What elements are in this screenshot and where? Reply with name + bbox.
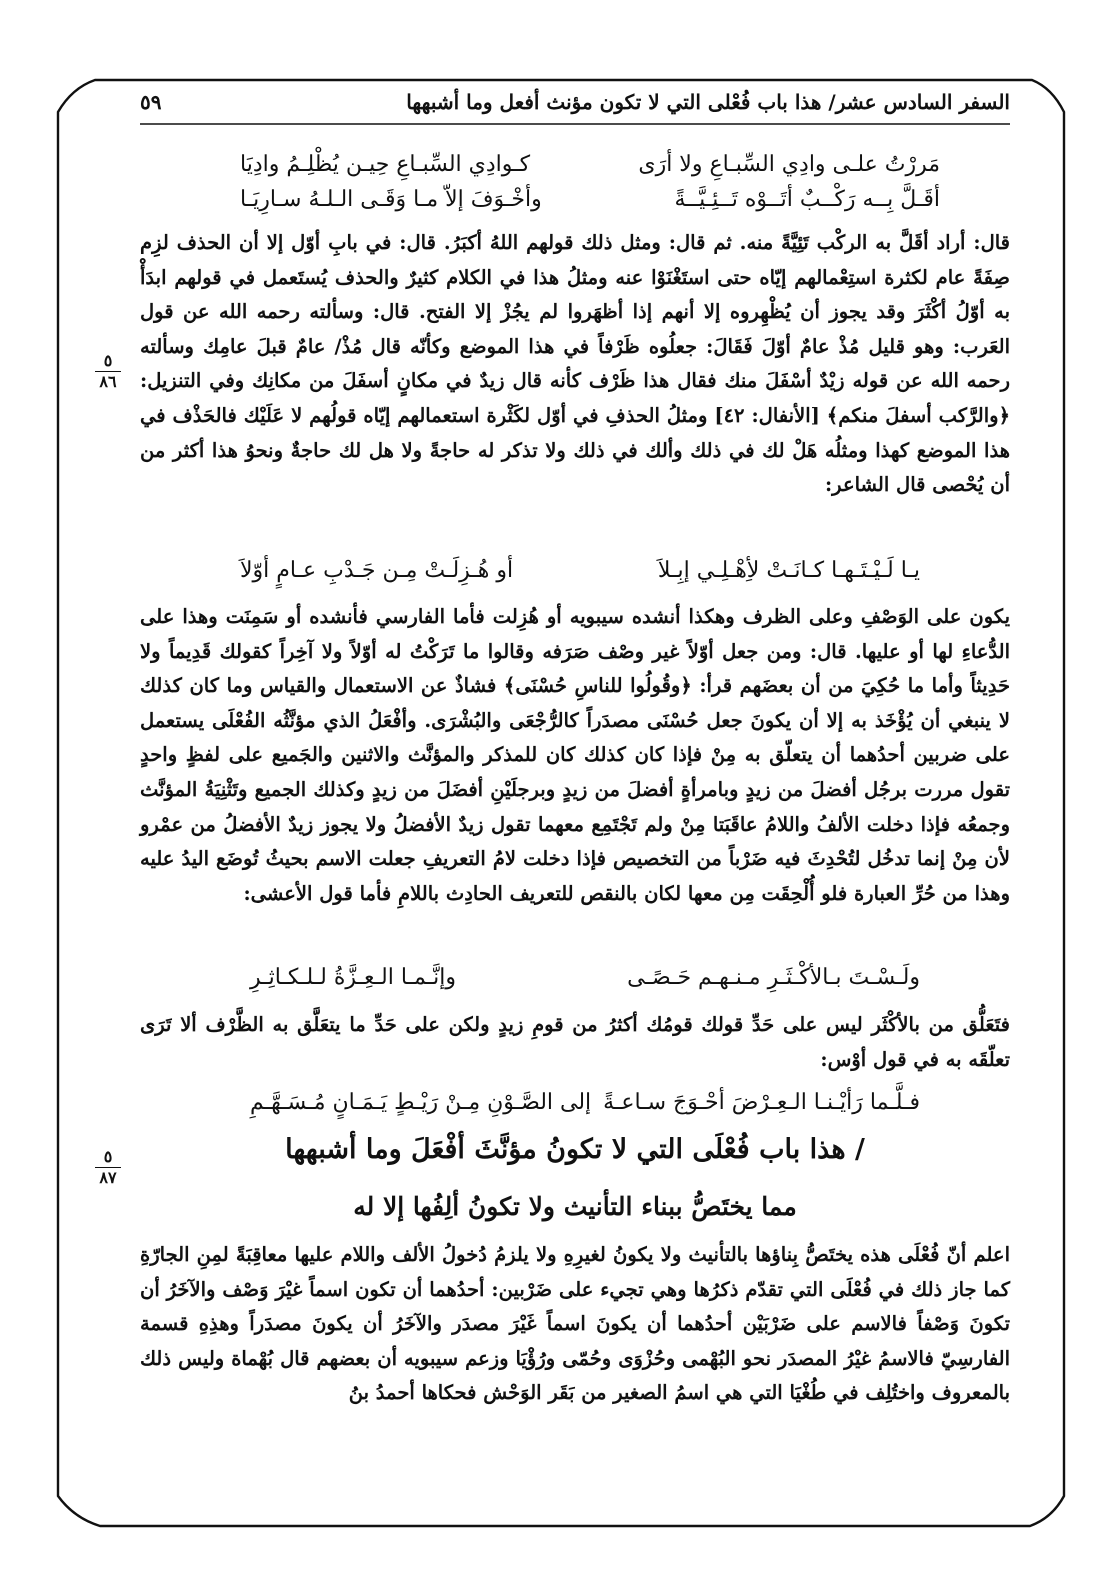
verse-hemistich-left: أو هُـزِلَـتْ مِـن جَـدْبِ عـامٍ أوّلاَ [240, 558, 514, 583]
paragraph: اعلم أنّ فُعْلَى هذه يختَصُّ بِناؤها بالتأنيث ولا يكونُ لغيرِهِ ولا يلزمُ دُخولُ الألف واللام عليها معاقِبَةً لمِنِ الجارّةِ كما جاز ذلك في فُعْلَى التي تقدّم ذكرُها وهي تجيء على ضَرْبين: أحدُهما أن تكون اسماً غيْرَ وَصْف والآخَرُ أن تكونَ وَصْفاً فالاسم على ضَرْبَيْن أحدُهما أن يكونَ اسماً غَيْرَ مصدَر والآخَرُ أن يكونَ مصدَراً وهذِهِ قسمة الفارسِيّ فالاسمُ غيْرُ المصدَر نحو البُهْمى وحُزْوَى وحُمّى ورُؤْيَا وزعم سيبويه أن بعضهم قال بُهْماة وليس ذلك بالمعروف واختُلِف في طُغْيَا التي هي اسمُ الصغير من بَقَر الوَحْش فحكاها أحمدُ بنُ [140, 1243, 1010, 1405]
verse-hemistich-left: وأخْـوَفَ إلاّ مـا وَقَـى الـلـهُ سـارِيَـا [240, 187, 542, 212]
page-number: ٥٩ [140, 90, 162, 114]
verse-hemistich-right: يـا لَـيْـتَـهـا كـانَـتْ لأِهْـلِـي إبِـلاَ [657, 558, 920, 583]
section-heading: / هذا باب فُعْلَى التي لا تكونُ مؤنَّثَ أفْعَلَ وما أشبهها [285, 1134, 865, 1165]
verse-hemistich-right: أقَـلَّ بِــه رَكْــبٌ أتَــوْه تَــئِـيَّــةً [674, 187, 940, 212]
margin-note-top: ٥ [103, 351, 113, 370]
running-header [140, 88, 1010, 122]
header-title: السفر السادس عشر/ هذا باب فُعْلى التي لا تكون مؤنث أفعل وما أشبهها [406, 90, 1010, 114]
verse-line [250, 965, 920, 995]
verse-hemistich-right: مَررْتُ علـى وادِي السِّبـاعِ ولا أرَى [638, 152, 940, 177]
verse-line [240, 152, 940, 182]
verse-hemistich-right: فـلَّـما رَأيْـنـا الـعِـرْضَ أحْـوَجَ سـاعـةً [603, 1090, 920, 1115]
verse-line [240, 558, 920, 588]
section-subheading: مما يختَصُّ ببناء التأنيث ولا تكونُ ألِفُها إلا له [353, 1192, 797, 1221]
verse-hemistich-left: كـوادِي السِّبـاعِ حِيـن يُظْلِـمُ وادِيَا [240, 152, 531, 177]
margin-folio-note [86, 1148, 130, 1187]
margin-note-top: ٥ [103, 1147, 113, 1166]
margin-note-bottom: ٨٧ [99, 1168, 117, 1187]
margin-note-bottom: ٨٦ [99, 372, 117, 391]
verse-hemistich-left: إلى الصَّـوْنِ مِـنْ رَيْـطٍ يَـمَـانٍ مُـسَـهَّـمِ [250, 1090, 592, 1115]
verse-hemistich-right: ولَـسْـتَ بـالأكْـثَـرِ مـنـهـم حَـصًـى [627, 965, 920, 990]
margin-folio-note [86, 352, 130, 391]
verse-line [250, 1090, 920, 1120]
verse-line [240, 187, 940, 217]
paragraph: يكون على الوَصْفِ وعلى الظرف وهكذا أنشده سيبويه أو هُزِلت فأما الفارسي فأنشده أو سَمِنَت وهذا على الدُّعاءِ لها أو عليها. قال: ومن جعل أوّلاً غير وصْف صَرَفه وقالوا ما تَرَكْتُ له أوّلاً ولا آخِراً كقولك قَدِيماً ولا حَدِيثاً وأما ما حُكِيَ من أن بعضَهم قرأ: ﴿وقُولُوا للناسِ حُسْنَى﴾ فشاذٌ عن الاستعمال والقياس وما كان كذلك لا ينبغي أن يُؤْخَذ به إلا أن يكونَ جعل حُسْنَى مصدَراً كالرُّجْعَى والبُشْرَى. وأفْعَلُ الذي مؤنَّثُه الفُعْلَى يستعمل على ضربين أحدُهما أن يتعلّق به مِنْ فإذا كان كذلك كان للمذكر والمؤنَّث والاثنين والجَميع على لفظٍ واحدٍ تقول مررت برجُل أفضلَ من زيدٍ وبامرأةٍ أفضلَ من زيدٍ وبرجلَيْنِ أفضَلَ من زيدٍ وكذلك الجميع وتَثْنِيَةُ المؤنَّث وجمعُه فإذا دخلت الألفُ واللامُ عاقَبَتا مِنْ ولم تَجْتَمِع معهما تقول زيدٌ الأفضلُ ولا يجوز زيدٌ الأفضلُ من عمْرو لأن مِنْ إنما تدخُل لتُحْدِثَ فيه ضَرْباً من التخصيص فإذا دخلت لامُ التعريفِ جعلت الاسم بحيثُ تُوضَع اليدُ عليه وهذا من حُرِّ العبارة فلو أُلْحِقَت مِن معها لكان بالنقص للتعريف الحادِث باللامِ فأما قول الأعشى: [140, 605, 1010, 905]
paragraph: قال: أراد أقَلَّ به الركْب تَئِيَّةً منه. ثم قال: ومثل ذلك قولهم اللهُ أكبَرُ. قال: في بابِ أوّل إلا أن الحذف لزِم صِفَةً عام لكثرة استِعْمالهم إيّاه حتى استَغْنَوْا عنه ومثلُ هذا في الكلام كثيرٌ والحذف يُستَعمل في قولهم ابدَأْ به أوّلُ أكْثَرَ وقد يجوز أن يُظْهِروه إلا أنهم إذا أظهَروا لم يجُزْ إلا الفتح. قال: وسألته رحمه الله عن قول العَرب: وهو قليل مُذْ عامٌ أوّلَ فَقَالَ: جعلُوه ظَرْفاً في هذا الموضع وكأنّه قال مُذْ/ عامٌ قبلَ عامِك وسألته رحمه الله عن قوله زيْدٌ أسْفَلَ منك فقال هذا ظَرْف كأنه قال زيدٌ في مكانٍ أسفَلَ من مكانِك وفي التنزيل: ﴿والرَّكب أسفلَ منكم﴾ [الأنفال: ٤٢] ومثلُ الحذفِ في أوّل لكَثْرة استعمالهم إيّاه قولُهم لا عَلَيْك فالحَذْف في هذا الموضع كهذا ومثلُه هَلْ لك في ذلك وألك في ذلك ولا تذكر له حاجةً ولا هل لك حاجةٌ ونحوُ هذا أكثر من أن يُحْصى قال الشاعر: [140, 231, 1010, 497]
verse-hemistich-left: وإنَّـمـا الـعِـزَّةُ لـلـكـاثِـرِ [250, 965, 457, 990]
paragraph: فتَعَلُّق من بالأكْثَر ليس على حَدِّ قولك قومُك أكثرُ من قومِ زيدٍ ولكن على حَدِّ ما يتعَلَّق به الظَّرْف ألا تَرَى تعلّقَه به في قول أوْس: [140, 1013, 1010, 1071]
